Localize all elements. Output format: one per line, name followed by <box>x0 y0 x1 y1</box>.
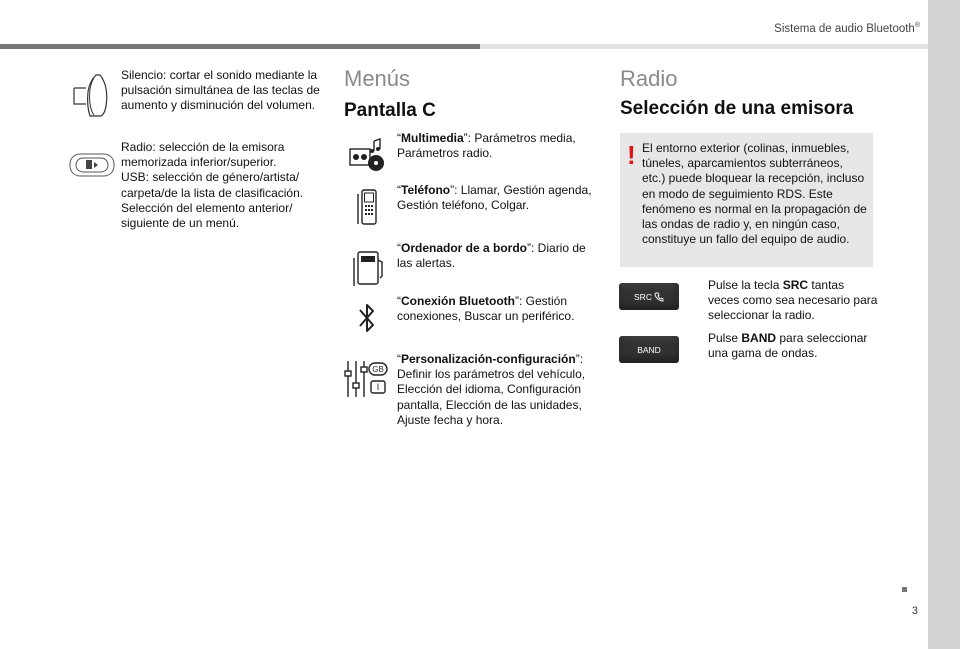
band-key-label: BAND <box>637 344 661 355</box>
menus-heading: Menús <box>344 66 411 91</box>
phone-handset-icon <box>654 292 664 302</box>
band-instruction: Pulse BAND para seleccionar una gama de ondas. <box>708 331 868 361</box>
band-key-image <box>619 336 679 363</box>
radio-heading: Radio <box>620 66 678 91</box>
menu-item-telefono: “Teléfono”: Llamar, Gestión agenda, Gestión teléfono, Colgar. <box>397 183 592 213</box>
info-i-label: I <box>376 382 380 392</box>
steering-wheel-switch-icon <box>68 150 116 180</box>
radio-subheading: Selección de una emisora <box>620 98 854 119</box>
header-rule-dark <box>0 44 480 49</box>
warning-box <box>620 133 873 267</box>
page-header-title: Sistema de audio Bluetooth® <box>774 22 920 35</box>
menus-subheading: Pantalla C <box>344 100 436 121</box>
radio-text-2: USB: selección de género/artista/ carpeta/de la lista de clasificación. <box>121 170 304 200</box>
menu-item-personalizacion: “Personalización-configuración”: Definir los parámetros del vehículo, Elección del idioma, Configuración pantalla, Elección de las unidades, Ajuste fecha y hora. <box>397 352 586 427</box>
menu-item-bluetooth: “Conexión Bluetooth”: Gestión conexiones, Buscar un periférico. <box>397 294 575 324</box>
src-instruction: Pulse la tecla SRC tantas veces como sea necesario para seleccionar la radio. <box>708 278 878 323</box>
menu-item-ordenador: “Ordenador de a bordo”: Diario de las alertas. <box>397 241 586 271</box>
radio-navigation-description <box>121 140 321 231</box>
src-key-image <box>619 283 679 310</box>
header-rule-light <box>480 44 928 49</box>
radio-text-1: Radio: selección de la emisora memorizada inferior/superior. <box>121 140 285 170</box>
src-key-label: SRC <box>634 291 652 302</box>
multimedia-icon <box>348 137 386 173</box>
menu-item-multimedia: “Multimedia”: Parámetros media, Parámetros radio. <box>397 131 576 161</box>
bluetooth-icon <box>358 301 376 335</box>
footer-marker <box>902 587 907 592</box>
silence-description: Silencio: cortar el sonido mediante la pulsación simultánea de las teclas de aumento y disminución del volumen. <box>121 68 320 113</box>
gb-language-label: GB <box>372 365 384 374</box>
trip-computer-icon <box>352 248 386 288</box>
settings-icon <box>344 359 390 399</box>
page-side-strip <box>928 0 960 649</box>
telephone-icon <box>356 188 380 228</box>
page-number: 3 <box>911 605 918 617</box>
radio-text-3: Selección del elemento anterior/ siguiente de un menú. <box>121 200 293 231</box>
steering-wheel-control-icon <box>70 72 114 118</box>
warning-text: El entorno exterior (colinas, inmuebles, túneles, aparcamientos subterráneos, etc.) puede bloquear la recepción, incluso en modo de seguimiento RDS. Este fenómeno es normal en la propagación de las ondas de radio y, en ningún caso, constituye un fallo del equipo de audio. <box>642 141 867 247</box>
warning-exclamation-icon: ! <box>627 140 636 170</box>
